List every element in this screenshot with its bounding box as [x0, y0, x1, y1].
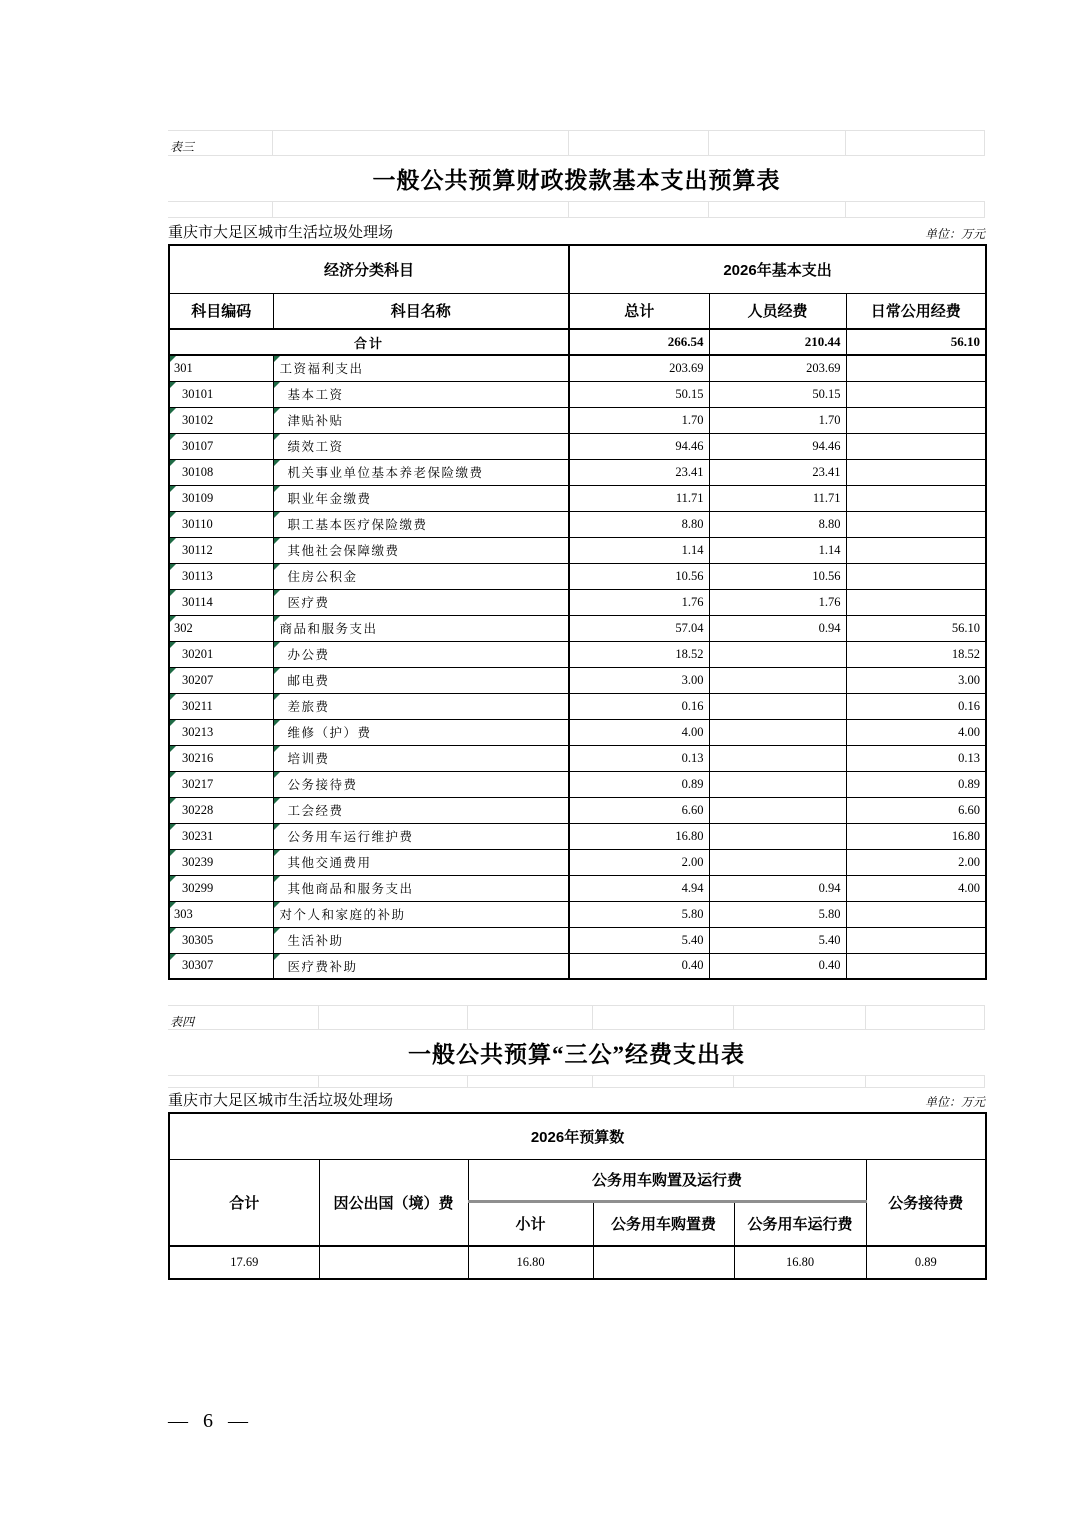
total-amount-cell: 11.71 — [569, 485, 709, 511]
daily-amount-cell — [846, 381, 986, 407]
table-gap — [168, 980, 985, 1005]
personnel-amount-cell — [709, 745, 846, 771]
total-amount-cell: 94.46 — [569, 433, 709, 459]
table-row — [169, 719, 986, 745]
daily-amount-cell — [846, 355, 986, 381]
table4-tag-row — [168, 1005, 985, 1030]
daily-amount-cell — [846, 511, 986, 537]
grid-line — [592, 1076, 593, 1087]
table-row — [169, 667, 986, 693]
subject-name-cell: 邮电费 — [273, 667, 569, 693]
header-vehicle-subtotal: 小计 — [468, 1201, 593, 1246]
table-row — [169, 823, 986, 849]
subject-name-cell: 工资福利支出 — [273, 355, 569, 381]
grid-line — [984, 202, 985, 217]
subject-code-cell: 30231 — [169, 823, 273, 849]
subject-name-cell: 公务用车运行维护费 — [273, 823, 569, 849]
personnel-amount-cell — [709, 797, 846, 823]
subject-name-cell: 办公费 — [273, 641, 569, 667]
header-year-group: 2026年基本支出 — [569, 245, 986, 293]
total-cell: 17.69 — [169, 1246, 319, 1279]
subject-code-cell: 30239 — [169, 849, 273, 875]
personnel-amount-cell: 50.15 — [709, 381, 846, 407]
grid-line — [272, 131, 273, 155]
personnel-amount-cell — [709, 719, 846, 745]
spacer-row — [168, 1076, 985, 1088]
total-amount-cell: 57.04 — [569, 615, 709, 641]
spacer-row — [168, 202, 985, 218]
subject-name-cell: 基本工资 — [273, 381, 569, 407]
table-row — [169, 771, 986, 797]
table-row — [169, 849, 986, 875]
daily-amount-cell: 56.10 — [846, 329, 986, 355]
organization-name: 重庆市大足区城市生活垃圾处理场 — [168, 1092, 394, 1109]
abroad-cell — [319, 1246, 468, 1279]
grid-line — [272, 202, 273, 217]
total-amount-cell: 4.94 — [569, 875, 709, 901]
subject-code-cell: 30113 — [169, 563, 273, 589]
personnel-amount-cell: 10.56 — [709, 563, 846, 589]
header-subject-code: 科目编码 — [169, 293, 273, 329]
table-header-row — [169, 245, 986, 293]
total-amount-cell: 50.15 — [569, 381, 709, 407]
total-amount-cell: 3.00 — [569, 667, 709, 693]
subject-code-cell: 30108 — [169, 459, 273, 485]
subject-name-cell: 其他社会保障缴费 — [273, 537, 569, 563]
personnel-amount-cell — [709, 693, 846, 719]
daily-amount-cell: 56.10 — [846, 615, 986, 641]
table-row — [169, 745, 986, 771]
total-amount-cell: 0.13 — [569, 745, 709, 771]
unit-label: 单位：万元 — [924, 1095, 985, 1109]
table-row — [169, 641, 986, 667]
grid-line — [733, 1076, 734, 1087]
subject-name-cell: 医疗费 — [273, 589, 569, 615]
table-row — [169, 927, 986, 953]
table-header-row — [169, 1113, 986, 1159]
grid-line — [467, 1006, 468, 1029]
total-amount-cell: 6.60 — [569, 797, 709, 823]
daily-amount-cell: 2.00 — [846, 849, 986, 875]
subject-name-cell: 公务接待费 — [273, 771, 569, 797]
personnel-amount-cell — [709, 641, 846, 667]
grand-total-row — [169, 329, 986, 355]
grid-line — [733, 1006, 734, 1029]
subject-code-cell: 30305 — [169, 927, 273, 953]
subject-name-cell: 差旅费 — [273, 693, 569, 719]
total-label-cell: 合计 — [169, 329, 569, 355]
personnel-amount-cell: 11.71 — [709, 485, 846, 511]
subject-code-cell: 30201 — [169, 641, 273, 667]
table-row — [169, 563, 986, 589]
total-amount-cell: 266.54 — [569, 329, 709, 355]
personnel-amount-cell — [709, 667, 846, 693]
header-classification: 经济分类科目 — [169, 245, 569, 293]
daily-amount-cell — [846, 953, 986, 979]
table-row — [169, 693, 986, 719]
daily-amount-cell: 0.16 — [846, 693, 986, 719]
table3-tag-row — [168, 130, 985, 156]
table3-title-row — [168, 156, 985, 202]
personnel-amount-cell: 94.46 — [709, 433, 846, 459]
personnel-amount-cell — [709, 771, 846, 797]
total-amount-cell: 4.00 — [569, 719, 709, 745]
daily-amount-cell — [846, 927, 986, 953]
subject-code-cell: 30216 — [169, 745, 273, 771]
daily-amount-cell: 3.00 — [846, 667, 986, 693]
grid-line — [318, 1006, 319, 1029]
table-row — [169, 485, 986, 511]
subject-name-cell: 住房公积金 — [273, 563, 569, 589]
daily-amount-cell — [846, 563, 986, 589]
table-row — [169, 953, 986, 979]
total-amount-cell: 23.41 — [569, 459, 709, 485]
personnel-amount-cell — [709, 849, 846, 875]
table-row — [169, 511, 986, 537]
grid-line — [865, 1006, 866, 1029]
header-vehicle-operation: 公务用车运行费 — [734, 1201, 866, 1246]
daily-amount-cell: 0.89 — [846, 771, 986, 797]
vehicle-subtotal-cell: 16.80 — [468, 1246, 593, 1279]
grid-line — [568, 202, 569, 217]
total-amount-cell: 2.00 — [569, 849, 709, 875]
table3-title: 一般公共预算财政拨款基本支出预算表 — [372, 168, 781, 193]
subject-code-cell: 302 — [169, 615, 273, 641]
daily-amount-cell: 0.13 — [846, 745, 986, 771]
subject-code-cell: 30109 — [169, 485, 273, 511]
subject-code-cell: 30101 — [169, 381, 273, 407]
total-amount-cell: 10.56 — [569, 563, 709, 589]
table4-title: 一般公共预算“三公”经费支出表 — [408, 1042, 745, 1067]
table-row — [169, 797, 986, 823]
subject-code-cell: 303 — [169, 901, 273, 927]
header-daily: 日常公用经费 — [846, 293, 986, 329]
subject-name-cell: 绩效工资 — [273, 433, 569, 459]
grid-line — [318, 1076, 319, 1087]
table4-org-row — [168, 1088, 985, 1112]
subject-name-cell: 培训费 — [273, 745, 569, 771]
vehicle-purchase-cell — [593, 1246, 734, 1279]
subject-name-cell: 维修（护）费 — [273, 719, 569, 745]
subject-name-cell: 职工基本医疗保险缴费 — [273, 511, 569, 537]
header-total: 合计 — [169, 1159, 319, 1246]
personnel-amount-cell: 0.94 — [709, 615, 846, 641]
total-amount-cell: 1.14 — [569, 537, 709, 563]
personnel-amount-cell: 5.40 — [709, 927, 846, 953]
table-row — [169, 901, 986, 927]
three-public-expense-table — [168, 1112, 987, 1280]
header-reception: 公务接待费 — [866, 1159, 986, 1246]
grid-line — [708, 131, 709, 155]
subject-code-cell: 30299 — [169, 875, 273, 901]
table4-title-row — [168, 1030, 985, 1076]
total-amount-cell: 1.76 — [569, 589, 709, 615]
table-row — [169, 537, 986, 563]
subject-code-cell: 30213 — [169, 719, 273, 745]
subject-name-cell: 其他商品和服务支出 — [273, 875, 569, 901]
page-number: — 6 — — [168, 1410, 248, 1432]
header-vehicle-purchase: 公务用车购置费 — [593, 1201, 734, 1246]
daily-amount-cell — [846, 485, 986, 511]
total-amount-cell: 16.80 — [569, 823, 709, 849]
table-row — [169, 355, 986, 381]
daily-amount-cell — [846, 589, 986, 615]
personnel-amount-cell: 203.69 — [709, 355, 846, 381]
subject-name-cell: 生活补助 — [273, 927, 569, 953]
table-row — [169, 875, 986, 901]
header-abroad: 因公出国（境）费 — [319, 1159, 468, 1246]
daily-amount-cell — [846, 901, 986, 927]
personnel-amount-cell: 210.44 — [709, 329, 846, 355]
subject-name-cell: 商品和服务支出 — [273, 615, 569, 641]
personnel-amount-cell: 5.80 — [709, 901, 846, 927]
table-row — [169, 589, 986, 615]
subject-code-cell: 30102 — [169, 407, 273, 433]
three-public-data-row — [169, 1246, 986, 1279]
personnel-amount-cell: 1.76 — [709, 589, 846, 615]
personnel-amount-cell: 1.14 — [709, 537, 846, 563]
table-row — [169, 433, 986, 459]
subject-code-cell: 30110 — [169, 511, 273, 537]
subject-name-cell: 津贴补贴 — [273, 407, 569, 433]
total-amount-cell: 203.69 — [569, 355, 709, 381]
table-header-row — [169, 293, 986, 329]
subject-name-cell: 职业年金缴费 — [273, 485, 569, 511]
subject-name-cell: 对个人和家庭的补助 — [273, 901, 569, 927]
subject-code-cell: 30114 — [169, 589, 273, 615]
grid-line — [865, 1076, 866, 1087]
personnel-amount-cell: 8.80 — [709, 511, 846, 537]
basic-expenditure-budget-table — [168, 244, 987, 980]
total-amount-cell: 0.89 — [569, 771, 709, 797]
table-row — [169, 407, 986, 433]
table-row — [169, 615, 986, 641]
daily-amount-cell: 4.00 — [846, 875, 986, 901]
table3-org-row — [168, 218, 985, 244]
daily-amount-cell: 16.80 — [846, 823, 986, 849]
t3-body — [169, 329, 986, 979]
table-row — [169, 381, 986, 407]
vehicle-operation-cell: 16.80 — [734, 1246, 866, 1279]
subject-code-cell: 30211 — [169, 693, 273, 719]
grid-line — [845, 131, 846, 155]
personnel-amount-cell: 23.41 — [709, 459, 846, 485]
header-year: 2026年预算数 — [169, 1113, 986, 1159]
daily-amount-cell — [846, 459, 986, 485]
table-header-row — [169, 1159, 986, 1201]
daily-amount-cell — [846, 537, 986, 563]
daily-amount-cell: 4.00 — [846, 719, 986, 745]
subject-code-cell: 30228 — [169, 797, 273, 823]
sheet-content — [168, 130, 985, 1280]
table-row — [169, 459, 986, 485]
daily-amount-cell — [846, 433, 986, 459]
unit-label: 单位：万元 — [924, 227, 985, 241]
subject-name-cell: 机关事业单位基本养老保险缴费 — [273, 459, 569, 485]
table3-tag: 表三 — [170, 140, 195, 154]
daily-amount-cell: 6.60 — [846, 797, 986, 823]
grid-line — [984, 1006, 985, 1029]
subject-name-cell: 其他交通费用 — [273, 849, 569, 875]
grid-line — [984, 1076, 985, 1087]
total-amount-cell: 5.40 — [569, 927, 709, 953]
subject-name-cell: 工会经费 — [273, 797, 569, 823]
organization-name: 重庆市大足区城市生活垃圾处理场 — [168, 224, 394, 241]
header-vehicle-group: 公务用车购置及运行费 — [468, 1159, 866, 1201]
personnel-amount-cell: 1.70 — [709, 407, 846, 433]
grid-line — [984, 131, 985, 155]
daily-amount-cell — [846, 407, 986, 433]
header-subject-name: 科目名称 — [273, 293, 569, 329]
total-amount-cell: 0.40 — [569, 953, 709, 979]
subject-code-cell: 30112 — [169, 537, 273, 563]
personnel-amount-cell — [709, 823, 846, 849]
grid-line — [467, 1076, 468, 1087]
subject-code-cell: 301 — [169, 355, 273, 381]
daily-amount-cell: 18.52 — [846, 641, 986, 667]
reception-cell: 0.89 — [866, 1246, 986, 1279]
grid-line — [592, 1006, 593, 1029]
subject-code-cell: 30307 — [169, 953, 273, 979]
total-amount-cell: 18.52 — [569, 641, 709, 667]
grid-line — [708, 202, 709, 217]
subject-name-cell: 医疗费补助 — [273, 953, 569, 979]
header-personnel: 人员经费 — [709, 293, 846, 329]
grid-line — [568, 131, 569, 155]
grid-line — [845, 202, 846, 217]
subject-code-cell: 30207 — [169, 667, 273, 693]
table4-tag: 表四 — [170, 1015, 195, 1029]
total-amount-cell: 1.70 — [569, 407, 709, 433]
total-amount-cell: 8.80 — [569, 511, 709, 537]
personnel-amount-cell: 0.94 — [709, 875, 846, 901]
total-amount-cell: 5.80 — [569, 901, 709, 927]
subject-code-cell: 30107 — [169, 433, 273, 459]
header-total: 总计 — [569, 293, 709, 329]
personnel-amount-cell: 0.40 — [709, 953, 846, 979]
subject-code-cell: 30217 — [169, 771, 273, 797]
total-amount-cell: 0.16 — [569, 693, 709, 719]
